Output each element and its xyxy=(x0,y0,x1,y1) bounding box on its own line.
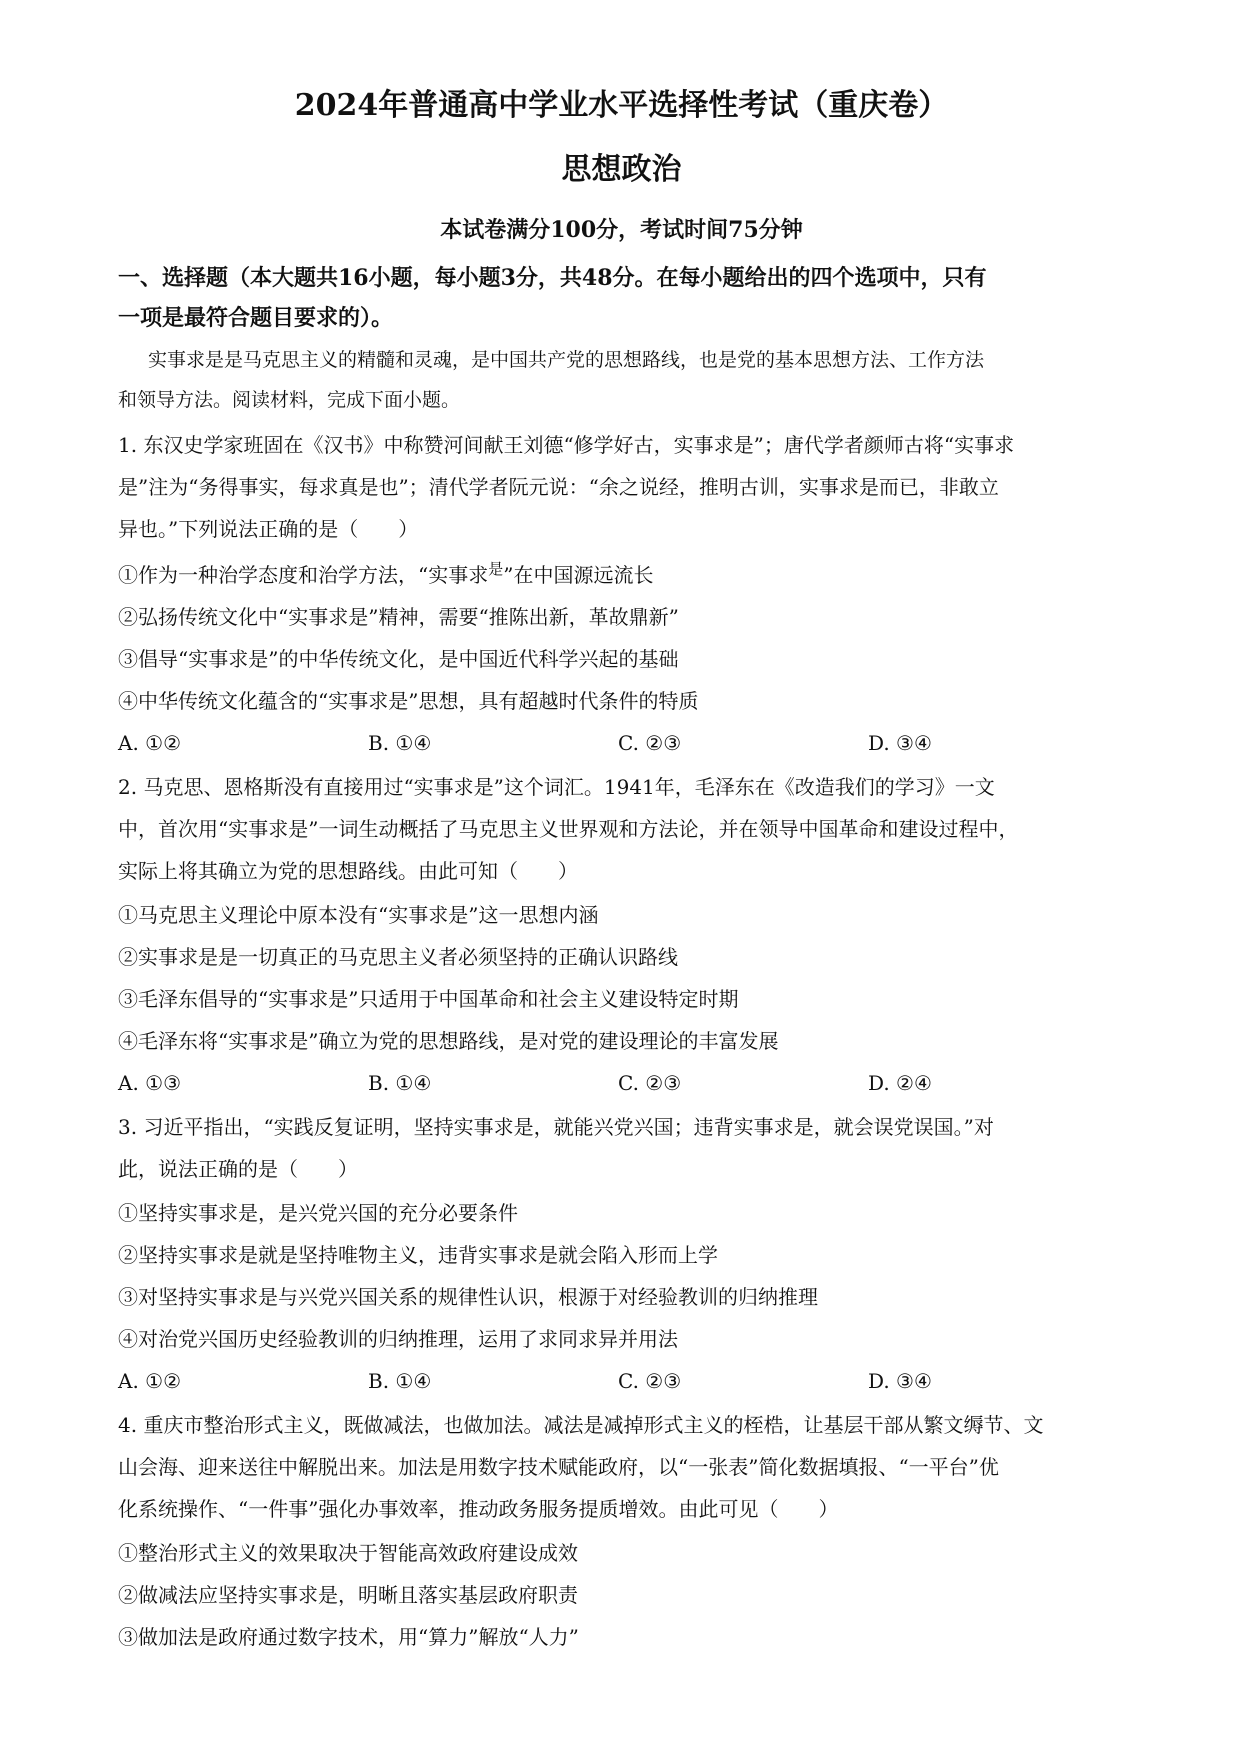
section-heading-line1: 一、选择题（本大题共16小题，每小题3分，共48分。在每小题给出的四个选项中，只有 xyxy=(118,265,987,291)
q2-statement-2: ②实事求是是一切真正的马克思主义者必须坚持的正确认识路线 xyxy=(118,945,678,969)
q3-option-b[interactable]: B. ①④ xyxy=(368,1369,432,1393)
q1-option-a[interactable]: A. ①② xyxy=(118,731,182,755)
q2-option-a[interactable]: A. ①③ xyxy=(118,1071,182,1095)
q3-statement-4: ④对治党兴国历史经验教训的归纳推理，运用了求同求异并用法 xyxy=(118,1327,678,1351)
q3-statement-1: ①坚持实事求是，是兴党兴国的充分必要条件 xyxy=(118,1201,518,1225)
q1-option-b[interactable]: B. ①④ xyxy=(368,731,432,755)
q2-stem-line1: 2. 马克思、恩格斯没有直接用过“实事求是”这个词汇。1941年，毛泽东在《改造我们的学习》一文 xyxy=(118,775,995,799)
q2-option-b[interactable]: B. ①④ xyxy=(368,1071,432,1095)
q2-statement-4: ④毛泽东将“实事求是”确立为党的思想路线，是对党的建设理论的丰富发展 xyxy=(118,1029,779,1053)
q2-statement-1: ①马克思主义理论中原本没有“实事求是”这一思想内涵 xyxy=(118,903,599,927)
superscript-char: 是 xyxy=(488,560,504,578)
q2-option-c[interactable]: C. ②③ xyxy=(618,1071,682,1095)
exam-title: 2024年普通高中学业水平选择性考试（重庆卷） xyxy=(294,88,949,123)
q4-statement-1: ①整治形式主义的效果取决于智能高效政府建设成效 xyxy=(118,1541,578,1565)
intro-line2: 和领导方法。阅读材料，完成下面小题。 xyxy=(118,390,461,411)
q4-stem-line1: 4. 重庆市整治形式主义，既做减法，也做加法。减法是减掉形式主义的桎梏，让基层干部从繁文缛节、文 xyxy=(118,1413,1044,1437)
q1-stem-line2: 是”注为“务得事实，每求真是也”；清代学者阮元说：“余之说经，推明古训，实事求是而已，非敢立 xyxy=(118,475,999,499)
q2-statement-3: ③毛泽东倡导的“实事求是”只适用于中国革命和社会主义建设特定时期 xyxy=(118,987,739,1011)
q4-stem-line2: 山会海、迎来送往中解脱出来。加法是用数字技术赋能政府，以“一张表”简化数据填报、“一平台”优 xyxy=(118,1455,999,1479)
q3-option-a[interactable]: A. ①② xyxy=(118,1369,182,1393)
intro-line1: 实事求是是马克思主义的精髓和灵魂，是中国共产党的思想路线，也是党的基本思想方法、工作方法 xyxy=(148,350,985,371)
q1-stem-line3: 异也。”下列说法正确的是（ ） xyxy=(118,517,419,541)
q2-stem-line2: 中，首次用“实事求是”一词生动概括了马克思主义世界观和方法论，并在领导中国革命和建设过程中， xyxy=(118,817,1019,841)
q2-option-d[interactable]: D. ②④ xyxy=(868,1071,932,1095)
q3-option-c[interactable]: C. ②③ xyxy=(618,1369,682,1393)
q1-stem-line1: 1. 东汉史学家班固在《汉书》中称赞河间献王刘德“修学好古，实事求是”；唐代学者颜师古将“实事求 xyxy=(118,433,1015,457)
subject-title: 思想政治 xyxy=(561,152,682,187)
q4-stem-line3: 化系统操作、“一件事”强化办事效率，推动政务服务提质增效。由此可见（ ） xyxy=(118,1497,839,1521)
q3-stem-line2: 此，说法正确的是（ ） xyxy=(118,1157,358,1181)
q1-option-d[interactable]: D. ③④ xyxy=(868,731,932,755)
q4-statement-3: ③做加法是政府通过数字技术，用“算力”解放“人力” xyxy=(118,1625,579,1649)
q1-statement-1: ①作为一种治学态度和治学方法，“实事求$^是$”在中国源远流长 xyxy=(118,560,654,587)
section-heading-line2: 一项是最符合题目要求的）。 xyxy=(118,305,394,331)
q3-statement-3: ③对坚持实事求是与兴党兴国关系的规律性认识，根源于对经验教训的归纳推理 xyxy=(118,1285,818,1309)
q3-option-d[interactable]: D. ③④ xyxy=(868,1369,932,1393)
q1-statement-2: ②弘扬传统文化中“实事求是”精神，需要“推陈出新，革故鼎新” xyxy=(118,605,679,629)
q3-statement-2: ②坚持实事求是就是坚持唯物主义，违背实事求是就会陷入形而上学 xyxy=(118,1243,718,1267)
q1-statement-4: ④中华传统文化蕴含的“实事求是”思想，具有超越时代条件的特质 xyxy=(118,689,699,713)
q1-statement-3: ③倡导“实事求是”的中华传统文化，是中国近代科学兴起的基础 xyxy=(118,647,679,671)
q4-statement-2: ②做减法应坚持实事求是，明晰且落实基层政府职责 xyxy=(118,1583,578,1607)
q2-stem-line3: 实际上将其确立为党的思想路线。由此可知（ ） xyxy=(118,859,578,883)
q1-option-c[interactable]: C. ②③ xyxy=(618,731,682,755)
exam-info: 本试卷满分100分，考试时间75分钟 xyxy=(440,217,803,243)
q3-stem-line1: 3. 习近平指出，“实践反复证明，坚持实事求是，就能兴党兴国；违背实事求是，就会误党误国。”对 xyxy=(118,1115,994,1139)
